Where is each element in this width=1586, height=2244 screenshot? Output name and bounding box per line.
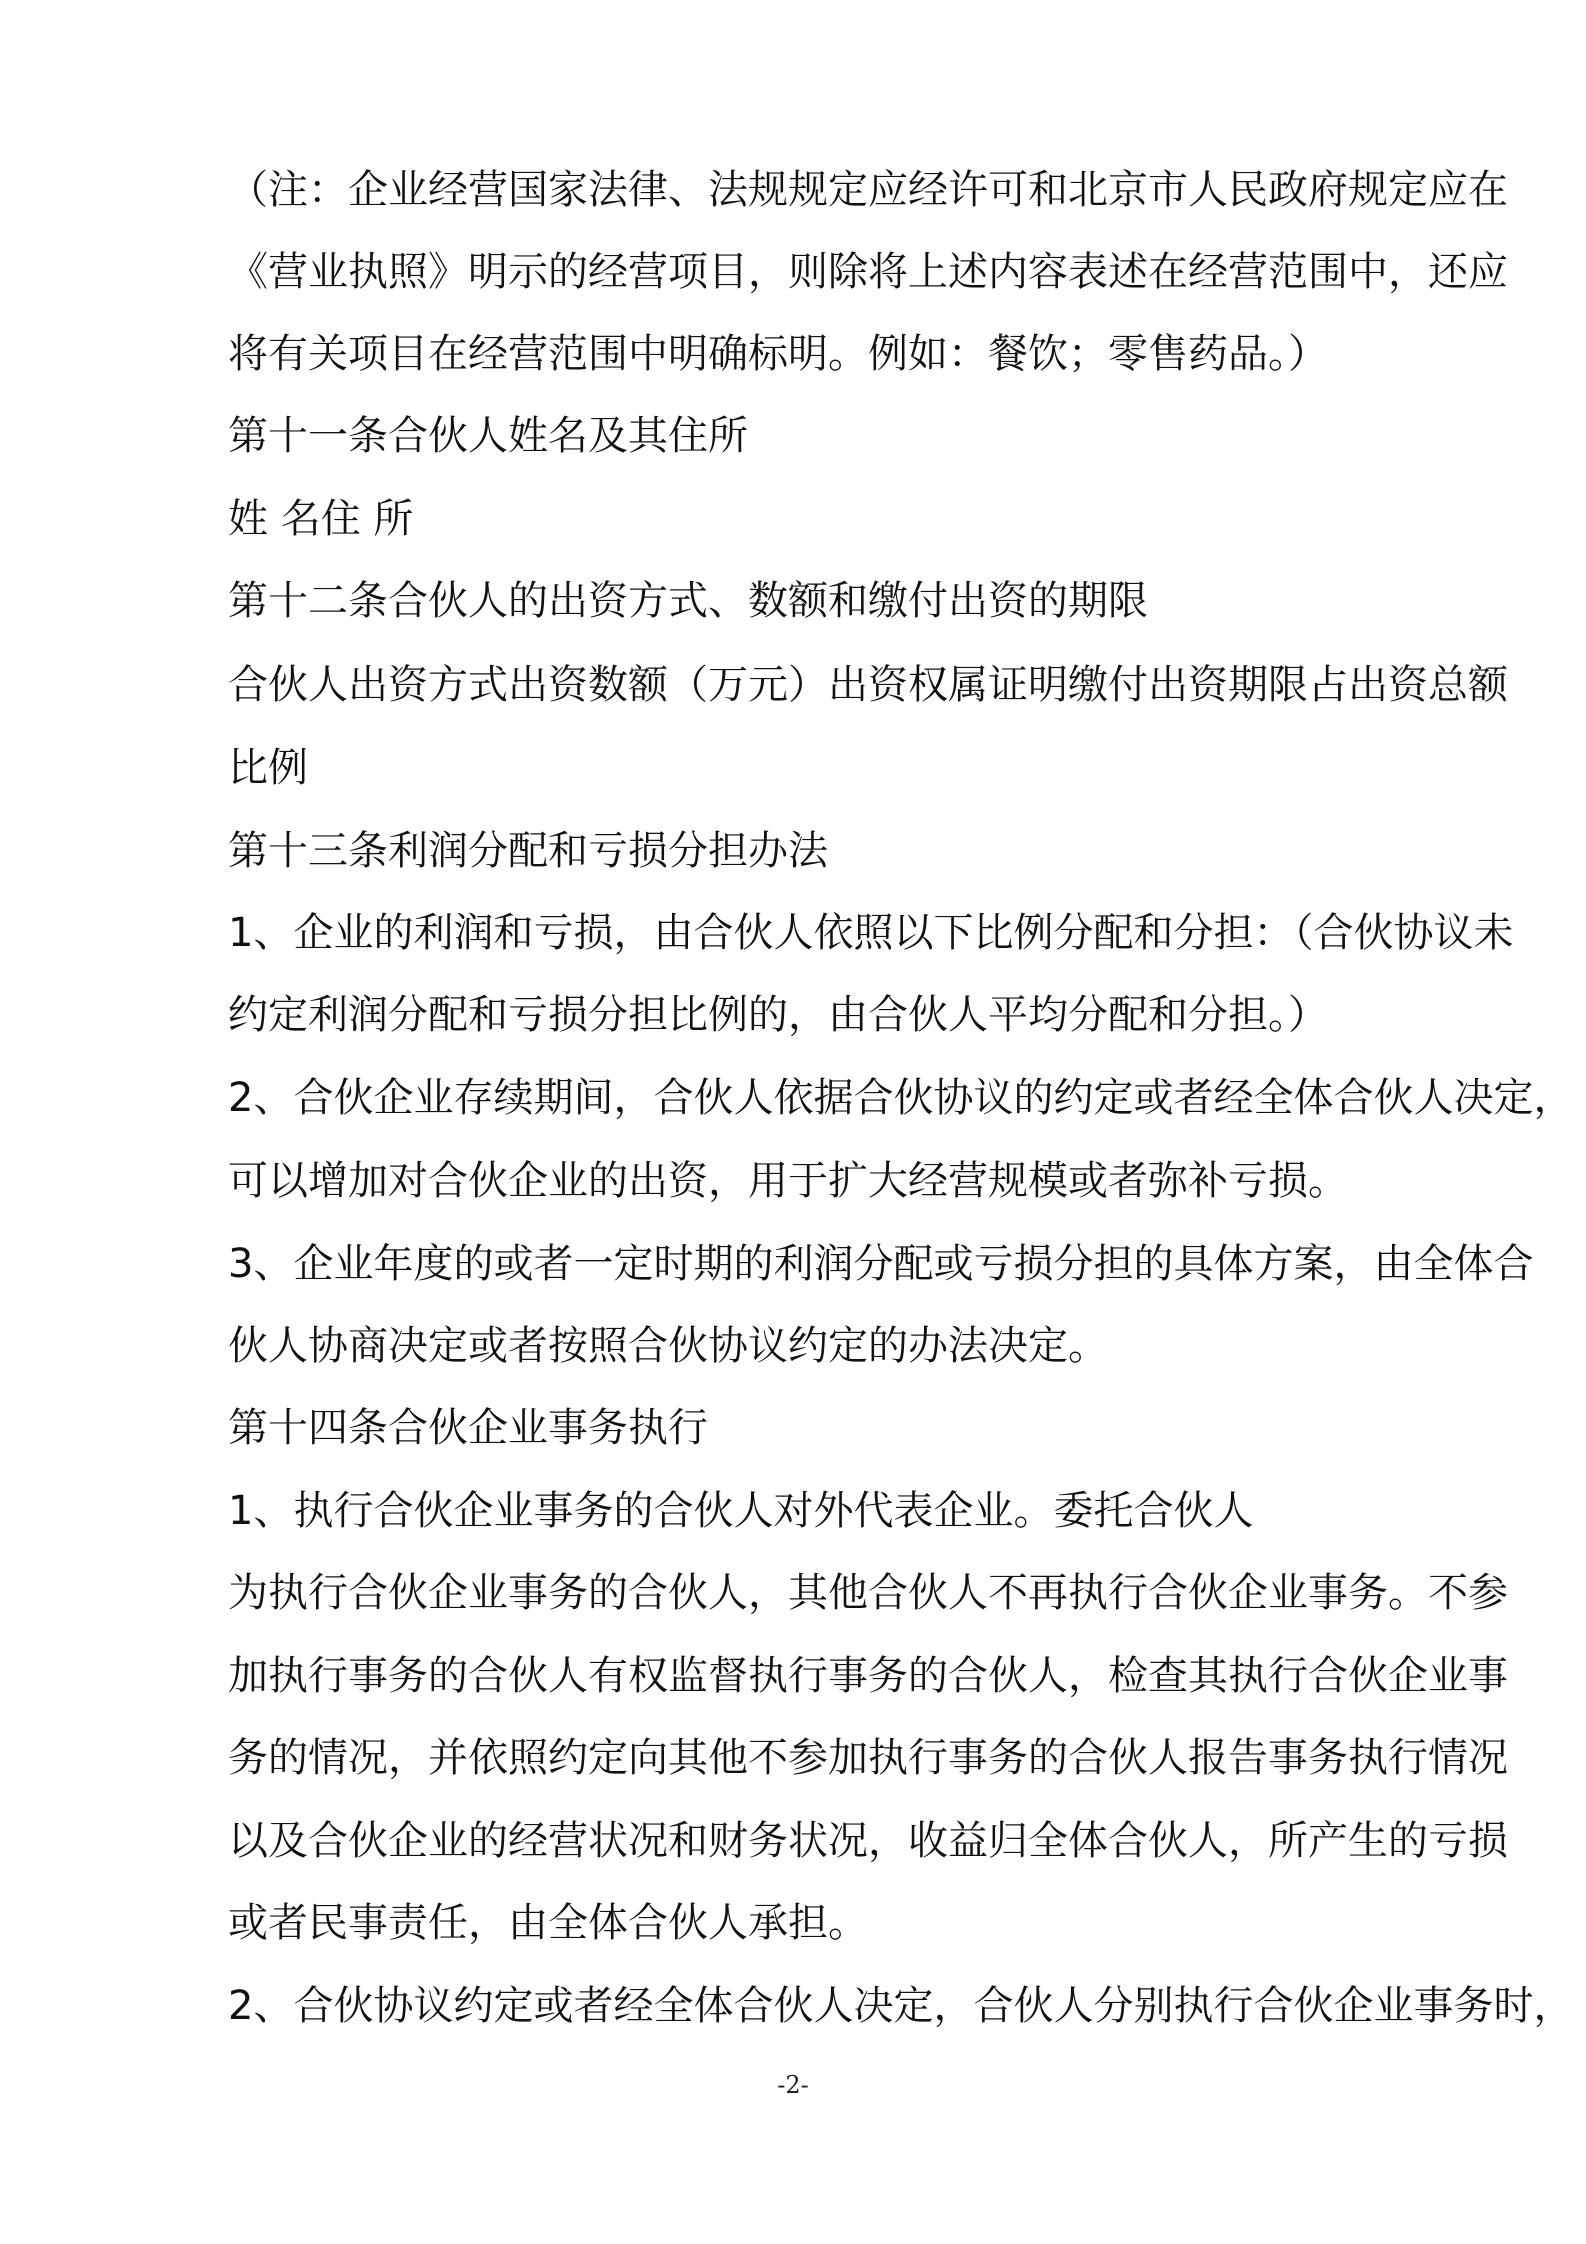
- text-line: 将有关项目在经营范围中明确标明。例如：餐饮；零售药品。）: [228, 331, 1328, 377]
- text-line: 为执行合伙企业事务的合伙人，其他合伙人不再执行合伙企业事务。不参: [228, 1570, 1508, 1616]
- text-line: 1、企业的利润和亏损，由合伙人依照以下比例分配和分担：（合伙协议未: [228, 910, 1514, 956]
- page-number: -2-: [777, 2071, 809, 2099]
- text-line: 合伙人出资方式出资数额（万元）出资权属证明缴付出资期限占出资总额: [228, 662, 1508, 708]
- article-heading: 第十三条利润分配和亏损分担办法: [228, 828, 828, 874]
- text-line: 伙人协商决定或者按照合伙协议约定的办法决定。: [228, 1323, 1108, 1369]
- text-line: 务的情况，并依照约定向其他不参加执行事务的合伙人报告事务执行情况: [228, 1735, 1508, 1781]
- article-heading: 第十四条合伙企业事务执行: [228, 1405, 708, 1451]
- text-line: 约定利润分配和亏损分担比例的，由合伙人平均分配和分担。）: [228, 992, 1328, 1038]
- text-line: 加执行事务的合伙人有权监督执行事务的合伙人，检查其执行合伙企业事: [228, 1653, 1508, 1699]
- article-heading: 第十二条合伙人的出资方式、数额和缴付出资的期限: [228, 578, 1148, 624]
- text-line: 以及合伙企业的经营状况和财务状况，收益归全体合伙人，所产生的亏损: [228, 1818, 1508, 1864]
- text-line: 比例: [228, 745, 308, 791]
- text-line: 或者民事责任，由全体合伙人承担。: [228, 1900, 868, 1946]
- text-line: （注：企业经营国家法律、法规规定应经许可和北京市人民政府规定应在: [228, 167, 1508, 213]
- text-line: 《营业执照》明示的经营项目，则除将上述内容表述在经营范围中，还应: [228, 249, 1508, 295]
- text-line: 1、执行合伙企业事务的合伙人对外代表企业。委托合伙人: [228, 1488, 1254, 1534]
- text-line: 3、企业年度的或者一定时期的利润分配或亏损分担的具体方案，由全体合: [228, 1241, 1534, 1287]
- article-heading: 第十一条合伙人姓名及其住所: [228, 413, 748, 459]
- text-line: 2、合伙企业存续期间，合伙人依据合伙协议的约定或者经全体合伙人决定，: [228, 1075, 1574, 1121]
- text-line: 姓 名住 所: [228, 496, 414, 542]
- text-line: 2、合伙协议约定或者经全体合伙人决定，合伙人分别执行合伙企业事务时，: [228, 1983, 1574, 2029]
- text-line: 可以增加对合伙企业的出资，用于扩大经营规模或者弥补亏损。: [228, 1158, 1348, 1204]
